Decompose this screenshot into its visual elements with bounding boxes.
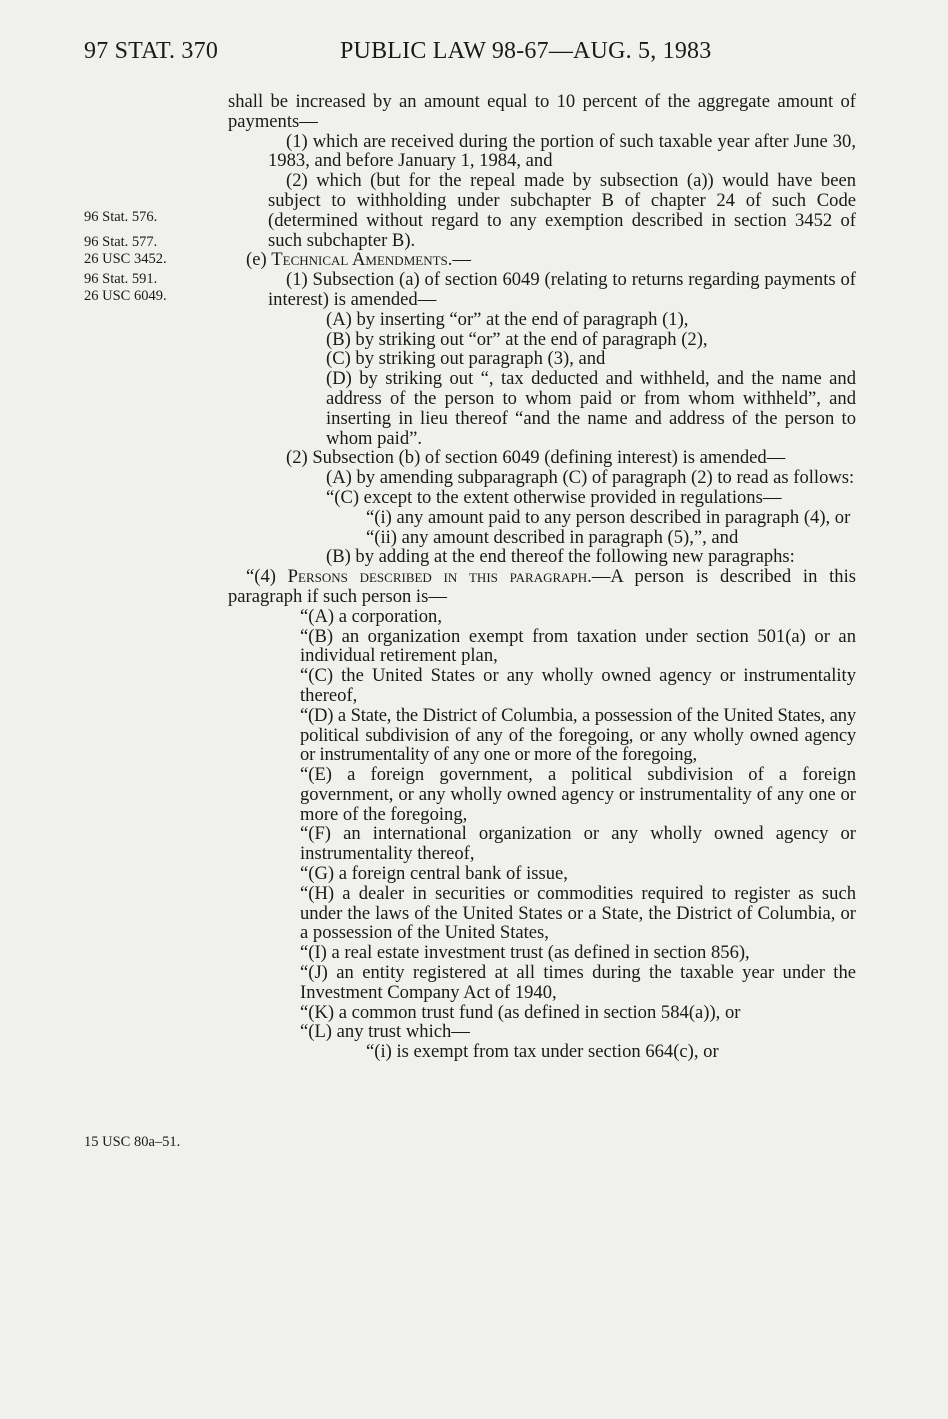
paragraph: “(I) a real estate investment trust (as defined in section 856), — [300, 942, 750, 964]
heading-label: (e) — [246, 249, 272, 271]
paragraph: “(B) an organization exempt from taxation under section 501(a) or an individual retirement plan, — [300, 625, 856, 667]
margin-note: 15 USC 80a–51. — [84, 1134, 181, 1150]
paragraph: shall be increased by an amount equal to 10 percent of the aggregate amount of payments— — [228, 91, 856, 132]
paragraph: “(C) the United States or any wholly owned agency or instrumentality thereof, — [300, 665, 856, 706]
paragraph: “(L) any trust which— — [300, 1021, 470, 1043]
paragraph: (B) by adding at the end thereof the following new paragraphs: — [326, 546, 795, 568]
public-law-title: PUBLIC LAW 98-67—AUG. 5, 1983 — [340, 38, 712, 64]
paragraph: “(i) any amount paid to any person described in paragraph (4), or — [366, 506, 851, 528]
paragraph: “(ii) any amount described in paragraph (5),”, and — [366, 526, 739, 548]
paragraph: (D) by striking out “, tax deducted and withheld, and the name and address of the person to whom paid or from whom withheld”, and inserting in lieu thereof “and the name and address of the person to whom paid”. — [326, 368, 856, 449]
margin-note: 26 USC 6049. — [84, 288, 167, 304]
paragraph — [228, 567, 856, 607]
paragraph: (C) by striking out paragraph (3), and — [326, 348, 606, 370]
para-heading: Persons described in this paragraph. — [287, 566, 592, 588]
stat-page-number: 97 STAT. 370 — [84, 38, 219, 64]
paragraph: (2) Subsection (b) of section 6049 (defining interest) is amended— — [286, 447, 786, 469]
paragraph: (1) Subsection (a) of section 6049 (relating to returns regarding payments of interest) is amended— — [268, 269, 856, 310]
paragraph: “(C) except to the extent otherwise provided in regulations— — [326, 486, 782, 508]
paragraph: (B) by striking out “or” at the end of paragraph (2), — [326, 328, 708, 350]
paragraph: “(H) a dealer in securities or commodities required to register as such under the laws of the United States or a State, the District of Columbia, or a possession of the United States, — [300, 882, 856, 944]
paragraph: “(G) a foreign central bank of issue, — [300, 863, 568, 885]
paragraph: (2) which (but for the repeal made by subsection (a)) would have been subject to withholding under subchapter B of chapter 24 of such Code (determined without regard to any exemption described in section 3452 of such subchapter B). — [268, 170, 856, 251]
heading-title: Technical Amendments.— — [271, 249, 471, 271]
paragraph: “(A) a corporation, — [300, 605, 442, 627]
paragraph: (1) which are received during the portion of such taxable year after June 30, 1983, and before January 1, 1984, and — [268, 130, 856, 172]
paragraph: “(F) an international organization or any wholly owned agency or instrumentality thereof, — [300, 823, 856, 865]
paragraph: (A) by amending subparagraph (C) of paragraph (2) to read as follows: — [326, 467, 855, 489]
paragraph: “(E) a foreign government, a political subdivision of a foreign government, or any wholly owned agency or instrumentality of any one or more of the foregoing, — [300, 764, 856, 825]
margin-note: 26 USC 3452. — [84, 251, 167, 267]
paragraph: “(i) is exempt from tax under section 664(c), or — [366, 1041, 719, 1063]
paragraph: “(D) a State, the District of Columbia, a possession of the United States, any political subdivision of any of the foregoing, or any wholly owned agency or instrumentality of any one or more of the foregoing, — [300, 704, 856, 766]
margin-note: 96 Stat. 591. — [84, 271, 158, 287]
margin-note: 96 Stat. 577. — [84, 234, 158, 250]
para-label: “(4) — [246, 566, 288, 588]
page-header — [0, 38, 948, 68]
para-text: —A person is described in this paragraph if such person is— — [228, 566, 856, 607]
paragraph: “(K) a common trust fund (as defined in section 584(a)), or — [300, 1001, 741, 1023]
paragraph: “(J) an entity registered at all times during the taxable year under the Investment Company Act of 1940, — [300, 962, 856, 1003]
section-heading — [228, 250, 856, 270]
document-body — [228, 92, 856, 1062]
margin-note: 96 Stat. 576. — [84, 209, 158, 225]
paragraph: (A) by inserting “or” at the end of paragraph (1), — [326, 308, 689, 330]
